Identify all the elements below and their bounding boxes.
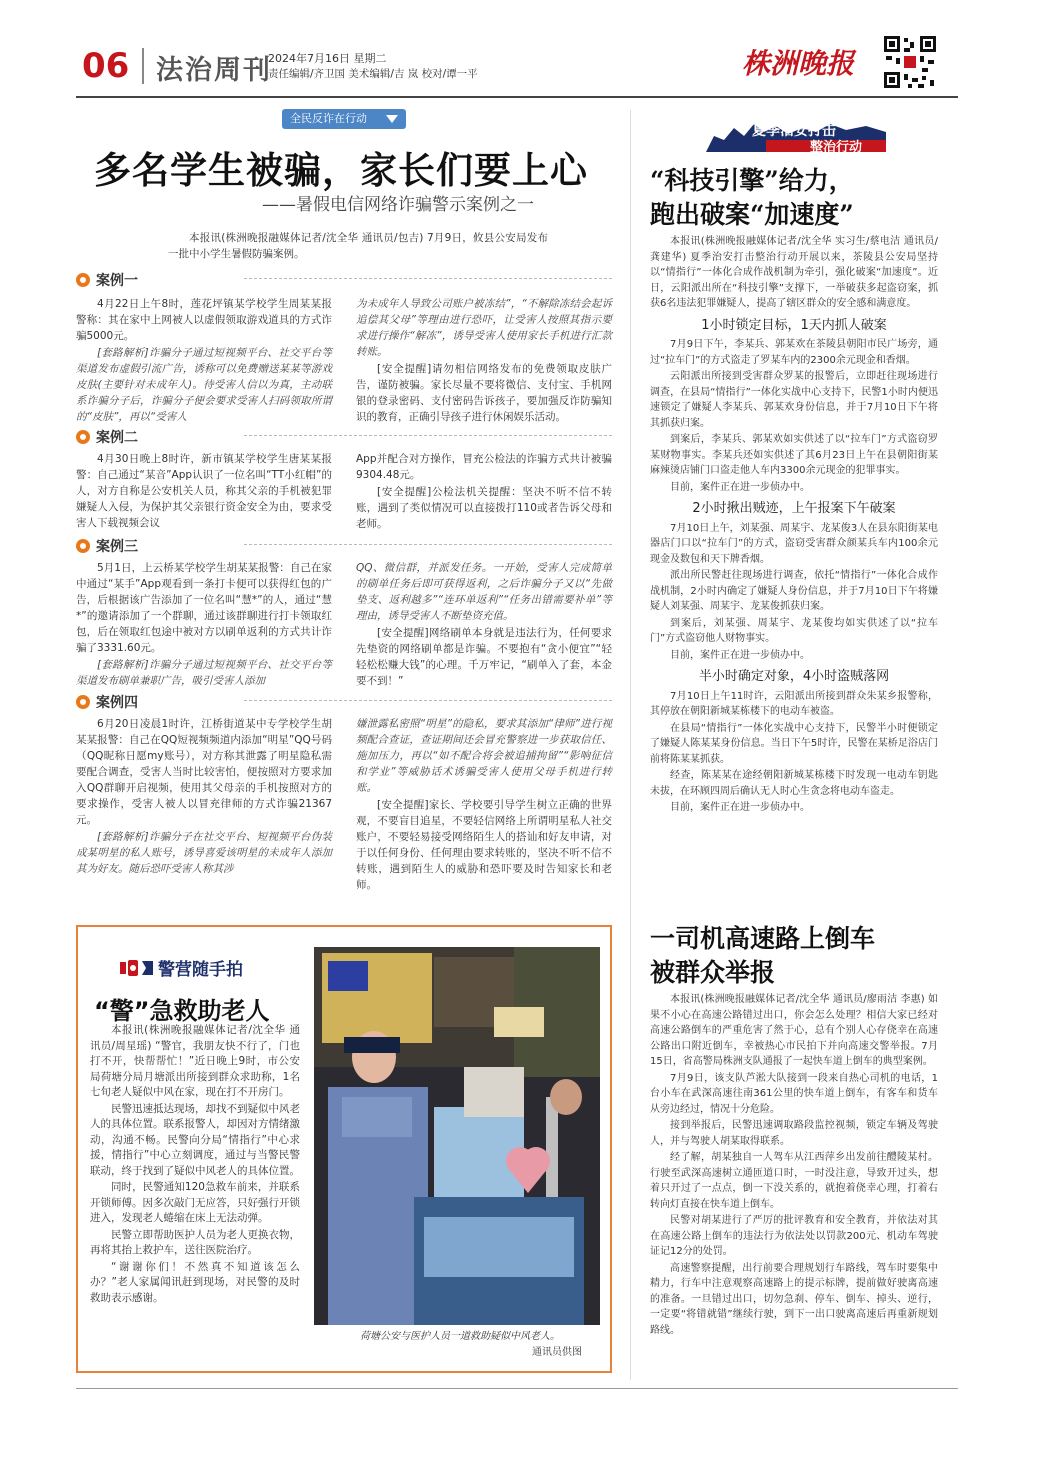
paragraph: 民警对胡某进行了严厉的批评教育和安全教育，并依法对其在高速公路上倒车的违法行为依法处以罚款200元、机动车驾驶证记12分的处罚。 <box>650 1215 938 1257</box>
paragraph: 经查，陈某某在途经朝阳新城某栋楼下时发现一电动车钥匙未拔，在环顾四周后确认无人时心生贪念将电动车盗走。 <box>650 770 938 797</box>
case-column-1 <box>76 560 332 690</box>
headline-line: 被群众举报 <box>650 958 776 987</box>
circle-bullet-icon <box>76 539 90 553</box>
paragraph: [套路解析]诈骗分子通过短视频平台、社交平台等渠道发布刷单兼职广告，吸引受害人添加 <box>76 659 332 687</box>
paragraph: 为未成年人导致公司账户被冻结”，“不解除冻结会起诉追偿其父母”等理由进行恐吓，让受害人按照其指示要求进行操作“解冻”，诱导受害人使用家长手机进行汇款转账。 <box>356 298 612 358</box>
case-2 <box>76 427 612 530</box>
box-headline: “警”急救助老人 <box>94 997 270 1025</box>
dashed-divider <box>244 544 612 545</box>
paragraph: 高速警察提醒，出行前要合理规划行车路线，驾车时要集中精力，行车中注意观察高速路上的提示标牌，提前做好驶离高速的准备。一旦错过出口，切勿急刹、停车、倒车、掉头、逆行，一定要“将错就错”继续行驶，到下一出口驶离高速后再重新规划路线。 <box>650 1262 938 1336</box>
case-column-2 <box>356 716 612 894</box>
photo-story-box <box>76 925 612 1373</box>
tag-badge <box>282 109 406 129</box>
paragraph: [安全提醒]网络刷单本身就是违法行为，任何要求先垫资的网络刷单都是诈骗。不要抱有“贪小便宜”“轻轻松松赚大钱”的心理。千万牢记，“刷单入了套，本金要不到！” <box>356 627 612 687</box>
campaign-banner <box>706 114 886 154</box>
circle-bullet-icon <box>76 430 90 444</box>
section-title: 法治周刊 <box>156 55 272 86</box>
rescue-photo <box>314 947 600 1325</box>
case-column-2 <box>356 451 612 533</box>
qr-code-icon <box>882 34 938 90</box>
headline-line: 一司机高速路上倒车 <box>650 924 876 953</box>
headline-line: 跑出破案“加速度” <box>650 200 854 229</box>
case-column-1 <box>76 716 332 878</box>
paragraph: 目前，案件正在进一步侦办中。 <box>670 649 810 661</box>
dashed-divider <box>244 278 612 279</box>
right-headline-2 <box>650 922 875 990</box>
case-header <box>76 692 612 712</box>
dashed-divider <box>244 435 612 436</box>
paragraph: QQ、微信群，并派发任务。一开始，受害人完成简单的刷单任务后即可获得返利，之后诈骗分子又以“先做垫支、返利越多”“连环单返利”“任务出错需要补单”等理由，诱导受害人不断垫资充值。 <box>356 562 612 622</box>
circle-bullet-icon <box>76 695 90 709</box>
paragraph: 4月22日上午8时，莲花坪镇某学校学生周某某报警称：其在家中上网被人以虚假领取游戏道具的方式诈骗5000元。 <box>76 298 332 342</box>
paragraph: 目前，案件正在进一步侦办中。 <box>670 802 810 813</box>
paragraph: [套路解析]诈骗分子通过短视频平台、社交平台等渠道发布虚假引流广告，诱称可以免费赠送某某等游戏皮肤(主要针对未成年人)。待受害人信以为真，主动联系诈骗分子后，诈骗分子便会要求受害人扫码领取所谓的“皮肤”，再以“受害人 <box>76 347 332 423</box>
case-header <box>76 427 612 447</box>
sub-heading: 2小时揪出贼迹，上午报案下午破案 <box>692 501 896 516</box>
article-intro: 本报讯(株洲晚报融媒体记者/沈全华 通讯员/包吉) 7月9日，攸县公安局发布一批中小学生暑假防骗案例。 <box>168 232 548 260</box>
banner-line-2: 整治行动 <box>810 140 863 155</box>
paragraph: 派出所民警赶往现场进行调查，依托“情指行”一体化合成作战机制，2小时内确定了嫌疑人身份信息，并于7月10日下午将嫌疑人刘某强、周某宇、龙某俊抓获归案。 <box>650 570 938 612</box>
paragraph: 7月9日下午，李某兵、郭某欢在茶陵县朝阳市民广场旁，通过“拉车门”的方式盗走了罗某车内的2300余元现金和香烟。 <box>650 339 938 366</box>
paragraph: 7月10日上午11时许，云阳派出所接到群众朱某乡报警称，其停放在朝阳新城某栋楼下的电动车被盗。 <box>650 690 938 717</box>
case-column-2 <box>356 296 612 426</box>
paragraph: 7月9日，该支队芦淞大队接到一段来自热心司机的电话，1台小车在武深高速往南361公里的快车道上倒车，有客车和货车从旁边经过，情况十分危险。 <box>650 1072 938 1115</box>
triangle-down-icon <box>386 115 398 123</box>
sub-heading: 1小时锁定目标，1天内抓人破案 <box>701 317 887 333</box>
column-divider <box>630 110 631 1380</box>
case-header <box>76 270 612 290</box>
paragraph: [安全提醒]家长、学校要引导学生树立正确的世界观，不要盲目追星，不要轻信网络上所谓明星私人社交账户，不要轻易接受网络陌生人的搭讪和好友申请，对于以任何身份、任何理由要求转账的，坚决不听不信不转账，遇到陌生人的威胁和恐吓要及时告知家长和老师。 <box>356 799 612 891</box>
paragraph: 民警迅速抵达现场，却找不到疑似中风老人的具体位置。联系报警人，却因对方情绪激动，沟通不畅。民警向分局“情指行”中心求援，情指行”中心立刻调度，通过与当警民警联动，终于找到了疑似中风老人的具体位置。 <box>90 1102 300 1177</box>
case-column-1 <box>76 296 332 426</box>
paragraph: 目前，案件正在进一步侦办中。 <box>670 481 810 493</box>
tag-label: 全民反诈在行动 <box>290 112 367 125</box>
main-headline: 多名学生被骗，家长们要上心 <box>94 149 588 192</box>
box-body <box>90 1023 300 1307</box>
paragraph: 同时，民警通知120急救车前来，并联系开锁师傅。因多次敲门无应答，只好强行开锁进入，发现老人蜷缩在床上无法动弹。 <box>90 1181 300 1224</box>
paragraph: 7月10日上午，刘某强、周某宇、龙某俊3人在县东阳街某电器店门口以“拉车门”的方式，盗窃受害群众颜某兵车内100余元现金及数包和天下牌香烟。 <box>650 522 938 565</box>
headline-line: “科技引擎”给力， <box>650 166 854 195</box>
paragraph: 4月30日晚上8时许，新市镇某学校学生唐某某报警：自己通过“某音”App认识了一位名叫“TT小红帽”的人，对方自称是公安机关人员，称其父亲的手机被犯罪嫌疑人入侵，为保护其父亲银行资金安全为由，要求受害人下载视频会议 <box>76 453 332 529</box>
header-rule <box>76 96 958 98</box>
badge-label: 警营随手拍 <box>158 960 243 980</box>
editor-line: 责任编辑/齐卫国 美术编辑/吉 岚 校对/谭一平 <box>268 68 478 80</box>
case-title: 案例四 <box>96 695 138 711</box>
paragraph: 民警立即帮助医护人员为老人更换衣物，再将其抬上救护车，送往医院治疗。 <box>90 1228 300 1256</box>
case-header <box>76 536 612 556</box>
paragraph: 本报讯(株洲晚报融媒体记者/沈全华 通讯员/廖雨洁 李惠) 如果不小心在高速公路错过出口，你会怎么处理？相信大家已经对高速公路倒车的严重危害了然于心，总有个别人心存侥幸在高速公路出口附近倒车，幸被热心市民拍下并向高速交警举报。7月15日，省高警局株洲支队通报了一起快车道上倒车的典型案例。 <box>650 994 938 1067</box>
paragraph: App并配合对方操作，冒充公检法的诈骗方式共计被骗9304.48元。 <box>356 453 612 481</box>
case-4 <box>76 692 612 891</box>
dashed-divider <box>244 700 612 701</box>
paragraph: 本报讯(株洲晚报融媒体记者/沈全华 通讯员/周星瑶) “警官，我朋友快不行了，门也打不开，快帮帮忙！”近日晚上9时，市公安局荷塘分局月塘派出所接到群众求助称，1名七旬老人疑似中风在家，现在打不开房门。 <box>90 1024 300 1098</box>
circle-bullet-icon <box>76 273 90 287</box>
page-number: 06 <box>82 46 130 86</box>
police-badge-icon <box>120 958 154 978</box>
photo-caption: 荷塘公安与医护人员一道救助疑似中风老人。 <box>360 1331 560 1342</box>
sub-heading: 半小时确定对象，4小时盗贼落网 <box>698 669 890 684</box>
right-headline-1 <box>650 164 854 232</box>
case-title: 案例二 <box>96 430 138 446</box>
main-subheadline: ——暑假电信网络诈骗警示案例之一 <box>262 195 534 215</box>
footer-rule <box>76 1388 958 1389</box>
right-article-1 <box>650 234 938 817</box>
paragraph: [安全提醒]请勿相信网络发布的免费领取皮肤广告，谨防被骗。家长尽量不要将微信、支付宝、手机网银的登录密码、支付密码告诉孩子，要加强反诈防骗知识的教育，正确引导孩子进行休闲娱乐活动。 <box>356 363 612 423</box>
header-divider <box>142 48 144 84</box>
case-column-2 <box>356 560 612 690</box>
paragraph: 6月20日凌晨1时许，江桥街道某中专学校学生胡某某报警：自己在QQ短视频频道内添加“明星”QQ号码（QQ昵称日愿my账号），对方称其泄露了明星隐私需要配合调查，受害人当时比较害怕，便按照对方要求加入QQ群聊开启视频，使用其父母亲的手机按照对方的要求操作，受害人被人以冒充律师的方式诈骗21367元。 <box>76 718 332 826</box>
paragraph: 本报讯(株洲晚报融媒体记者/沈全华 实习生/蔡电洁 通讯员/龚建华) 夏季治安打击整治行动开展以来，茶陵县公安局坚持以“情指行”一体化合成作战机制为牵引，强化破案“加速度”。近日，云阳派出所在“科技引擎”支撑下，一举破获多起盗窃案，抓获6名违法犯罪嫌疑人，提高了辖区群众的安全感和满意度。 <box>650 236 938 309</box>
paragraph: [安全提醒]公检法机关提醒：坚决不听不信不转账，遇到了类似情况可以直接拨打110或者告诉父母和老师。 <box>356 486 612 530</box>
photo-credit: 通讯员供图 <box>532 1347 582 1358</box>
case-title: 案例三 <box>96 539 138 555</box>
masthead <box>76 36 956 92</box>
section-badge <box>120 955 243 980</box>
paragraph: 经了解，胡某独自一人驾车从江西萍乡出发前往醴陵某村。行驶至武深高速树立通匝道口时，一时没注意，导致开过头，想着只开过了一点点，倒一下没关系的，就抱着侥幸心理，打着右转向灯直接在快车道上倒车。 <box>650 1152 938 1210</box>
paragraph: [套路解析]诈骗分子在社交平台、短视频平台伪装成某明星的私人账号，诱导喜爱该明星的未成年人添加其为好友。随后恐吓受害人称其涉 <box>76 831 332 875</box>
right-article-2 <box>650 992 938 1339</box>
case-1 <box>76 270 612 423</box>
paragraph: 到案后，刘某强、周某宇、龙某俊均如实供述了以“拉车门”方式盗窃他人财物事实。 <box>650 617 938 644</box>
issue-date: 2024年7月16日 星期二 <box>268 52 387 65</box>
paragraph: 5月1日，上云桥某学校学生胡某某报警：自己在家中通过“某手”App观看到一条打卡便可以获得红包的广告，后根据该广告添加了一位名叫“慧*”的人，通过“慧*”的邀请添加了一个群聊，通过该群聊进行打卡领取红包，后在领取红包途中被对方以刷单返利的方式共计诈骗了3331.60元。 <box>76 562 332 654</box>
paragraph: 云阳派出所接到受害群众罗某的报警后，立即赶往现场进行调查，在县局“情指行”一体化实战中心支持下，民警1小时内便迅速锁定了嫌疑人李某兵、郭某欢身份信息，并于7月10日下午将其抓获归案。 <box>650 371 938 429</box>
case-title: 案例一 <box>96 273 138 289</box>
banner-line-1: 夏季治安打击 <box>752 123 836 139</box>
case-3 <box>76 536 612 687</box>
paragraph: 在县局“情指行”一体化实战中心支持下，民警半小时便锁定了嫌疑人陈某某身份信息。当日下午5时许，民警在某桥足浴店门前将陈某某抓获。 <box>650 722 938 765</box>
paragraph: 到案后，李某兵、郭某欢如实供述了以“拉车门”方式盗窃罗某财物事实。李某兵还如实供述了其6月23日上午在县朝阳街某麻辣烫店铺门口盗走他人车内3300余元现金的犯罪事实。 <box>650 434 938 476</box>
paragraph: 嫌泄露私密照“明星”的隐私，要求其添加“律师”进行视频配合查证，查证期间还会冒充警察进一步获取信任、施加压力，再以“如不配合将会被追捕拘留”“影响征信和学业”等威胁话术诱骗受害人使用父母手机进行转账。 <box>356 718 612 794</box>
paragraph: 接到举报后，民警迅速调取路段监控视频，锁定车辆及驾驶人，并与驾驶人胡某取得联系。 <box>650 1120 938 1147</box>
case-column-1 <box>76 451 332 532</box>
paragraph: “谢谢你们！不然真不知道该怎么办？”老人家属闻讯赶到现场，对民警的及时救助表示感谢。 <box>90 1260 300 1304</box>
newspaper-logo: 株洲晚报 <box>742 47 855 80</box>
